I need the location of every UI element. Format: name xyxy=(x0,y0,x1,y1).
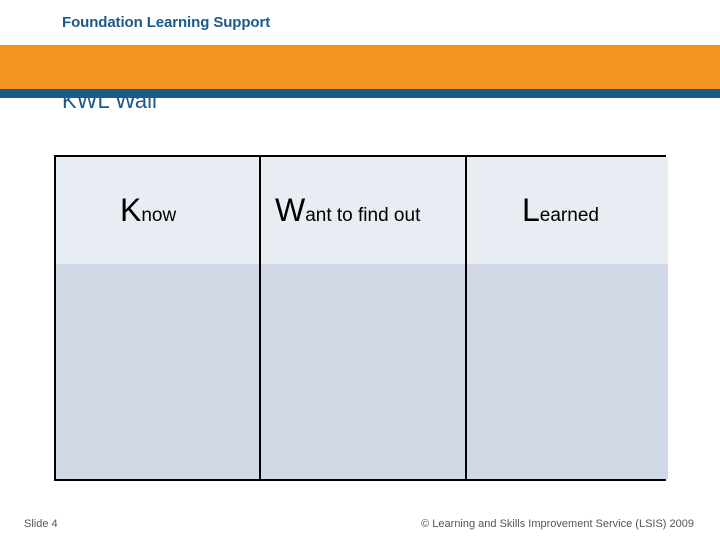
learned-heading xyxy=(522,194,599,226)
slide-number: Slide 4 xyxy=(24,518,58,530)
brand-logo-text: Foundation Learning Support xyxy=(62,14,271,31)
slide-title-clip xyxy=(0,88,720,113)
learned-rest: earned xyxy=(539,205,599,226)
learned-initial: L xyxy=(522,192,540,228)
learned-header-cell xyxy=(467,157,668,264)
know-body-cell xyxy=(56,264,259,479)
know-header-cell xyxy=(56,157,259,264)
know-heading xyxy=(120,194,176,226)
want-rest: ant to find out xyxy=(305,205,421,226)
header-orange-band xyxy=(0,45,720,89)
slide-title: KWL Wall xyxy=(62,88,157,113)
want-initial: W xyxy=(275,192,306,228)
learned-body-cell xyxy=(467,264,668,479)
want-body-cell xyxy=(261,264,465,479)
know-initial: K xyxy=(120,192,142,228)
know-rest: now xyxy=(141,205,177,226)
want-heading xyxy=(275,194,420,226)
want-header-cell xyxy=(261,157,465,264)
copyright-notice: © Learning and Skills Improvement Service (LSIS) 2009 xyxy=(421,518,694,530)
kwl-table xyxy=(54,155,666,481)
